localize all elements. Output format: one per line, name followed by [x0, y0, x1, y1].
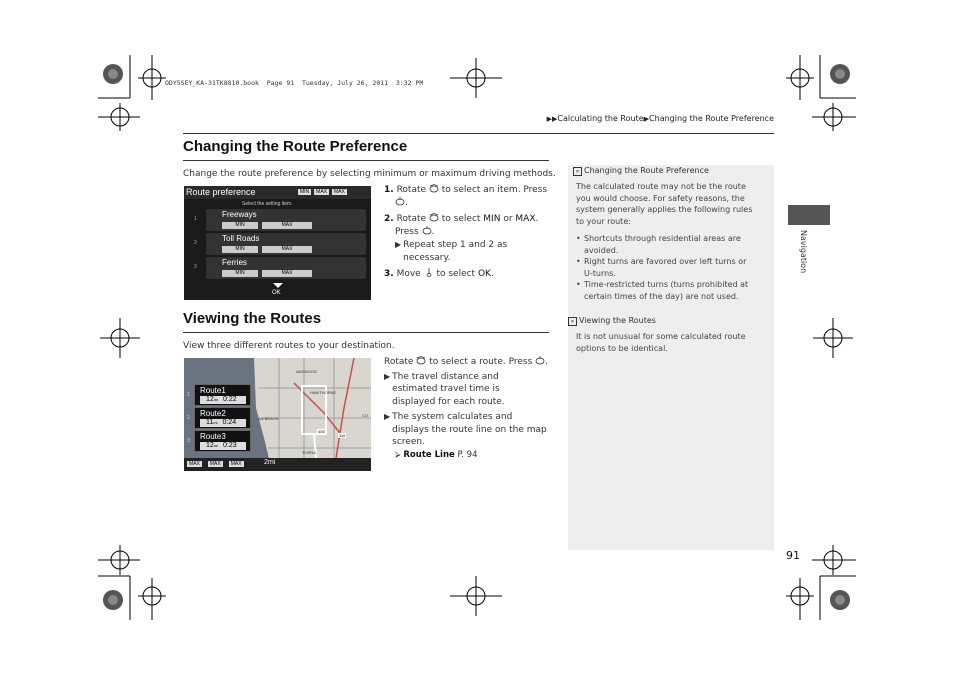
note1-title: » Changing the Route Preference: [573, 166, 709, 176]
road-badge: 405: [318, 429, 325, 434]
screen-title: Route preference: [186, 187, 256, 197]
bottom-tag: MAX: [230, 461, 242, 467]
map-place: AKEWOOD: [296, 369, 317, 374]
max-button[interactable]: MAX: [262, 222, 312, 229]
route-name: Route2: [200, 409, 226, 418]
route-index: 2: [187, 415, 190, 421]
side-tab-label: Navigation: [799, 230, 808, 274]
map-place: CO: [362, 413, 368, 418]
screen-hint: Select the setting item.: [242, 201, 293, 207]
max-button[interactable]: MAX: [262, 270, 312, 277]
route-option-1[interactable]: [187, 384, 251, 406]
route-note-1: ▶ The travel distance and estimated travel time is displayed for each route.: [384, 371, 505, 407]
section-rule: [183, 332, 549, 333]
map-place: AN BEACH: [258, 416, 279, 421]
page-number: 91: [786, 549, 800, 562]
route-step: Rotate to select a route. Press .: [384, 357, 549, 367]
interface-dial-icon: [429, 213, 439, 222]
min-button[interactable]: MIN: [222, 222, 258, 229]
min-button[interactable]: MIN: [222, 270, 258, 277]
map-place: HAWTHORNE: [310, 390, 337, 395]
ok-button[interactable]: OK: [272, 290, 281, 296]
route-index: 3: [187, 438, 190, 444]
breadcrumb-arrow-icon: ▶: [643, 115, 650, 123]
bottom-tag: MAX: [209, 461, 221, 467]
header-rule: [183, 133, 774, 134]
header-tag: MIN: [300, 189, 310, 195]
map-bottom-bar: [184, 458, 371, 471]
map-place: TORRA: [302, 450, 316, 455]
row-index: 1: [194, 216, 197, 222]
route-stats: 12mi 0:23: [200, 442, 246, 450]
pref-row-freeways[interactable]: [194, 209, 366, 231]
route-index: 1: [187, 392, 190, 398]
row-index: 2: [194, 240, 197, 246]
step-3: 3. Move to select OK.: [384, 269, 494, 279]
route-name: Route3: [200, 432, 226, 441]
min-button[interactable]: MIN: [222, 246, 258, 253]
move-dial-icon: [424, 268, 434, 277]
route-option-2[interactable]: [187, 407, 251, 429]
bullet: • Right turns are favored over left turns or U-turns.: [576, 257, 747, 278]
steps-section1: [384, 184, 549, 281]
breadcrumb: [547, 114, 774, 123]
row-index: 3: [194, 264, 197, 270]
section-title-route-preference: Changing the Route Preference: [183, 138, 408, 155]
row-label: Ferries: [222, 258, 247, 267]
step-2-note: ▶ Repeat step 1 and 2 as necessary.: [395, 240, 508, 263]
note-icon: »: [568, 317, 577, 326]
chevron-down-icon: [273, 283, 283, 288]
note2-title: » Viewing the Routes: [568, 316, 656, 326]
step-2: 2. Rotate to select MIN or MAX. Press .: [384, 214, 539, 237]
route-preference-screen: [184, 186, 371, 300]
route-stats: 11mi 0:24: [200, 419, 246, 427]
bottom-tag: MAX: [189, 461, 200, 467]
max-button[interactable]: MAX: [262, 246, 312, 253]
header-tag: MAX: [316, 189, 328, 195]
press-dial-icon: [422, 226, 432, 235]
map-scale: 2mi: [264, 459, 276, 466]
step-1: 1. Rotate to select an item. Press .: [384, 185, 548, 208]
row-label: Toll Roads: [222, 234, 260, 243]
sidebar-notes: [568, 165, 774, 550]
print-header: ODY5SEY_KA-31TK8810.book Page 91 Tuesday, July 26, 2011 3:32 PM: [165, 79, 424, 87]
route-stats: 12mi 0:22: [200, 396, 246, 404]
route-line-reference[interactable]: ⮚ Route Line P. 94: [395, 449, 478, 460]
section-intro: Change the route preference by selecting minimum or maximum driving methods.: [183, 169, 556, 179]
screen-header-tags: [298, 189, 347, 195]
route-name: Route1: [200, 386, 226, 395]
breadcrumb-arrow-icon: ▶▶: [546, 115, 558, 123]
interface-dial-icon: [429, 184, 439, 193]
header-tag: MAX: [334, 189, 345, 195]
bullet: • Shortcuts through residential areas are avoided.: [576, 234, 741, 255]
road-badge: 110: [339, 433, 346, 438]
section-rule: [183, 160, 549, 161]
section-tab: [788, 205, 830, 225]
section-intro: View three different routes to your destination.: [183, 341, 395, 351]
note-icon: »: [573, 167, 582, 176]
pref-row-toll-roads[interactable]: [194, 233, 366, 255]
interface-dial-icon: [416, 356, 426, 365]
row-label: Freeways: [222, 210, 257, 219]
breadcrumb-part1[interactable]: Calculating the Route: [557, 114, 644, 123]
bullet: • Time-restricted turns (turns prohibited at certain times of the day) are not used.: [576, 280, 749, 301]
route-option-3[interactable]: [187, 430, 251, 452]
route-map-screen: [184, 358, 371, 471]
pref-row-ferries[interactable]: [194, 257, 366, 279]
note1-text: The calculated route may not be the route you would choose. For safety reasons, the system generally applies the following rules to your route:: [576, 182, 753, 226]
steps-section2: [384, 356, 549, 461]
breadcrumb-part2[interactable]: Changing the Route Preference: [649, 114, 774, 123]
note2-text: It is not unusual for some calculated route options to be identical.: [576, 332, 746, 353]
press-dial-icon: [535, 356, 545, 365]
press-dial-icon: [395, 197, 405, 206]
route-note-2: ▶ The system calculates and displays the route line on the map screen.: [384, 412, 547, 447]
section-title-viewing-routes: Viewing the Routes: [183, 310, 322, 327]
note1-bullets: [576, 233, 766, 302]
